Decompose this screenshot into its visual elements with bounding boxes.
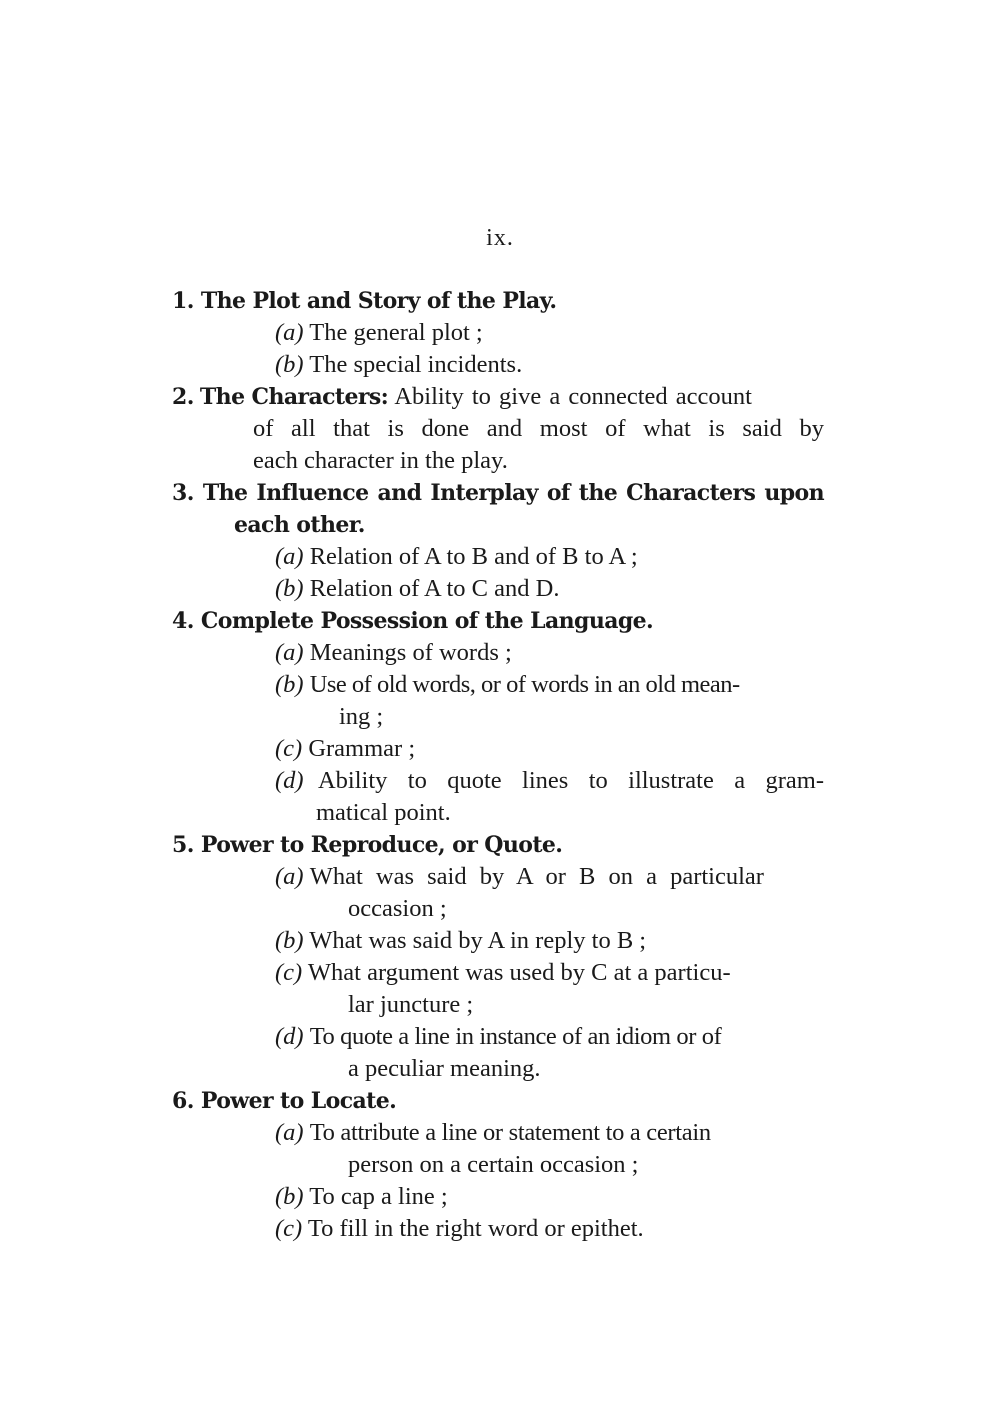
section-4-item-d bbox=[275, 765, 824, 797]
section-5-item-c bbox=[275, 957, 731, 989]
section-number: 4. bbox=[172, 608, 194, 634]
item-label: (b) bbox=[275, 1183, 304, 1210]
section-title: The Characters: bbox=[199, 384, 389, 410]
item-text: What argument was used by C at a particu- bbox=[307, 959, 731, 986]
section-1-heading bbox=[172, 285, 556, 317]
section-5-item-c-continued: lar juncture ; bbox=[348, 991, 474, 1018]
section-1-item-b bbox=[275, 349, 522, 381]
section-3-heading bbox=[172, 477, 824, 509]
item-label: (c) bbox=[275, 735, 303, 762]
item-label: (a) bbox=[275, 543, 304, 570]
section-2-heading bbox=[172, 381, 824, 413]
section-5-heading bbox=[172, 829, 562, 861]
section-title: Complete Possession of the Language. bbox=[200, 608, 654, 634]
item-text: Relation of A to B and of B to A ; bbox=[309, 543, 638, 570]
section-title: Power to Reproduce, or Quote. bbox=[200, 832, 563, 858]
section-4-item-c bbox=[275, 733, 415, 765]
item-text: The special incidents. bbox=[309, 351, 523, 378]
item-text: To fill in the right word or epithet. bbox=[307, 1215, 644, 1242]
item-label: (a) bbox=[275, 1119, 304, 1146]
item-label: (d) bbox=[275, 767, 304, 794]
item-text: The general plot ; bbox=[309, 319, 483, 346]
section-2-body-line-2: of all that is done and most of what is said by bbox=[253, 415, 824, 442]
item-label: (c) bbox=[275, 959, 303, 986]
section-6-heading bbox=[172, 1085, 396, 1117]
item-text: Relation of A to C and D. bbox=[309, 575, 560, 602]
section-6-item-a bbox=[275, 1117, 711, 1149]
item-text: To attribute a line or statement to a certain bbox=[309, 1119, 711, 1146]
item-text: Use of old words, or of words in an old mean- bbox=[309, 671, 740, 698]
section-3-item-b bbox=[275, 573, 559, 605]
item-label: (a) bbox=[275, 319, 304, 346]
section-title: The Influence and Interplay of the Characters upon bbox=[202, 480, 824, 506]
item-text: What was said by A in reply to B ; bbox=[309, 927, 647, 954]
section-1-item-a bbox=[275, 317, 483, 349]
item-label: (b) bbox=[275, 927, 304, 954]
section-title: The Plot and Story of the Play. bbox=[200, 288, 557, 314]
item-label: (d) bbox=[275, 1023, 304, 1050]
section-4-item-a bbox=[275, 637, 512, 669]
section-4-item-b-continued: ing ; bbox=[339, 703, 384, 730]
item-label: (b) bbox=[275, 575, 304, 602]
section-5-item-a-continued: occasion ; bbox=[348, 895, 447, 922]
section-number: 1. bbox=[172, 288, 194, 314]
item-text: Ability to quote lines to illustrate a gram- bbox=[317, 767, 824, 794]
section-4-item-d-continued: matical point. bbox=[316, 799, 451, 826]
item-label: (a) bbox=[275, 639, 304, 666]
section-6-item-a-continued: person on a certain occasion ; bbox=[348, 1151, 639, 1178]
section-5-item-b bbox=[275, 925, 646, 957]
section-number: 2. bbox=[172, 384, 194, 410]
page-number: ix. bbox=[486, 225, 514, 251]
section-number: 5. bbox=[172, 832, 194, 858]
item-label: (c) bbox=[275, 1215, 303, 1242]
item-label: (a) bbox=[275, 863, 304, 890]
section-5-item-a bbox=[275, 861, 764, 893]
section-title: Power to Locate. bbox=[200, 1088, 397, 1114]
section-5-item-d bbox=[275, 1021, 721, 1053]
item-text: Grammar ; bbox=[308, 735, 416, 762]
section-5-item-d-continued: a peculiar meaning. bbox=[348, 1055, 541, 1082]
section-body-line: Ability to give a connected account bbox=[394, 383, 752, 410]
section-4-item-b bbox=[275, 669, 740, 701]
section-6-item-c bbox=[275, 1213, 644, 1245]
section-3-item-a bbox=[275, 541, 638, 573]
item-label: (b) bbox=[275, 351, 304, 378]
item-text: Meanings of words ; bbox=[309, 639, 512, 666]
section-2-body-line-3: each character in the play. bbox=[253, 447, 508, 474]
section-6-item-b bbox=[275, 1181, 448, 1213]
section-4-heading bbox=[172, 605, 653, 637]
item-label: (b) bbox=[275, 671, 304, 698]
item-text: What was said by A or B on a particular bbox=[309, 863, 764, 890]
item-text: To cap a line ; bbox=[309, 1183, 448, 1210]
item-text: To quote a line in instance of an idiom or of bbox=[309, 1023, 722, 1050]
section-number: 3. bbox=[172, 480, 194, 506]
section-3-heading-continued: each other. bbox=[234, 512, 365, 538]
section-number: 6. bbox=[172, 1088, 194, 1114]
